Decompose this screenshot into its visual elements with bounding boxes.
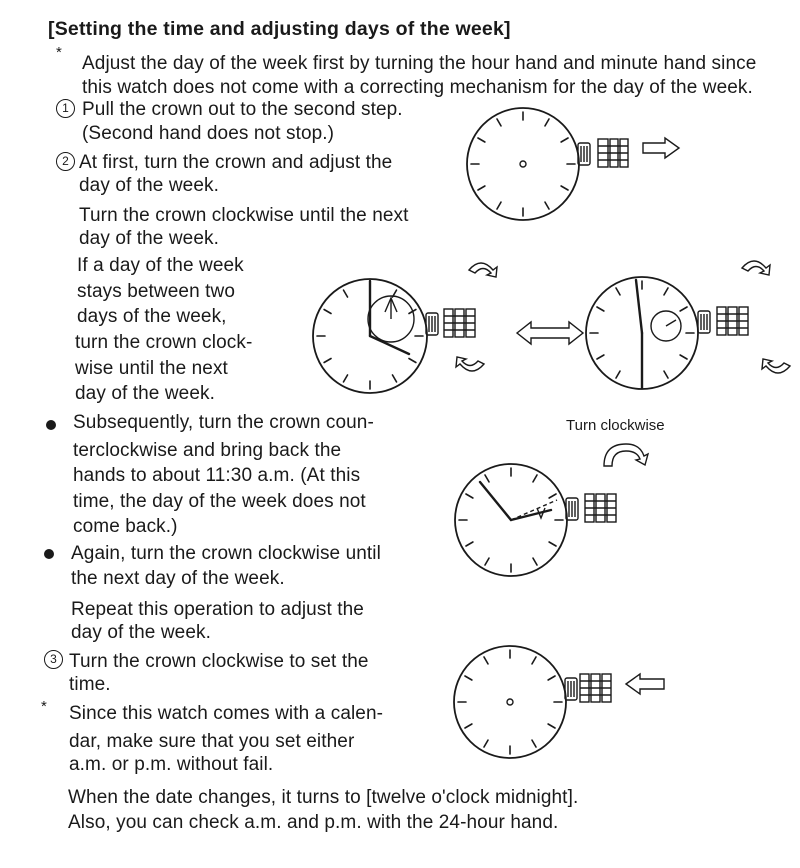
rotate-clockwise-icon [469, 263, 497, 277]
hour-tick [548, 724, 555, 728]
watch-day-adjust-right-illustration [584, 270, 800, 420]
hour-tick [549, 494, 556, 498]
watch-day-adjust-left-illustration [309, 270, 539, 420]
step-2-line-4: day of the week. [79, 228, 219, 249]
hour-tick [532, 740, 536, 747]
note-line-1: Since this watch comes with a calen- [69, 703, 384, 724]
hour-tick [324, 359, 331, 363]
bullet-1 [46, 420, 56, 430]
rotate-clockwise-icon [762, 359, 790, 373]
hour-tick [485, 475, 489, 482]
intro-line-1: Adjust the day of the week first by turning the hour hand and minute hand since [82, 53, 757, 74]
bullet-1-line-1: Subsequently, turn the crown coun- [73, 412, 374, 433]
step-2-line-7: days of the week, [77, 306, 227, 327]
step-2-line-8: turn the crown clock- [75, 332, 253, 353]
hour-tick [497, 202, 501, 209]
note-line-5: Also, you can check a.m. and p.m. with the 24-hour hand. [68, 812, 559, 833]
step-2-marker: 2 [56, 152, 75, 171]
note-line-3: a.m. or p.m. without fail. [69, 754, 274, 775]
turn-clockwise-caption: Turn clockwise [566, 417, 665, 434]
hour-tick [545, 119, 549, 126]
step-3-marker: 3 [44, 650, 63, 669]
bullet-2-line-2: the next day of the week. [71, 568, 285, 589]
hour-tick [466, 542, 473, 546]
hour-tick [497, 119, 501, 126]
rotate-clockwise-icon [456, 357, 484, 371]
hour-tick [484, 740, 488, 747]
step-2-line-3: Turn the crown clockwise until the next [79, 205, 409, 226]
hour-tick [533, 558, 537, 565]
step-2-line-5: If a day of the week [77, 255, 244, 276]
hour-tick [549, 542, 556, 546]
hour-tick [680, 307, 687, 311]
note-line-4: When the date changes, it turns to [twelve o'clock midnight]. [68, 787, 579, 808]
hour-tick [548, 676, 555, 680]
hour-tick [545, 202, 549, 209]
watch-1130-illustration [453, 462, 653, 582]
hour-tick [484, 657, 488, 664]
bullet-2 [44, 549, 54, 559]
intro-line-2: this watch does not come with a correcting mechanism for the day of the week. [82, 77, 753, 98]
asterisk-marker-2: * [41, 698, 47, 715]
step-2-line-6: stays between two [77, 281, 236, 302]
hour-tick [664, 371, 668, 378]
hour-tick [532, 657, 536, 664]
hour-tick [533, 475, 537, 482]
bullet-2-line-1: Again, turn the crown clockwise until [71, 543, 381, 564]
crown-icon [426, 309, 475, 337]
rotate-clockwise-icon [742, 261, 770, 275]
step-2-line-9: wise until the next [75, 358, 228, 379]
hour-tick [561, 138, 568, 142]
crown-icon [578, 139, 628, 167]
note-line-2: dar, make sure that you set either [69, 731, 355, 752]
crown-icon [566, 494, 616, 522]
hour-tick [465, 724, 472, 728]
step-1-line-1: Pull the crown out to the second step. [82, 99, 403, 120]
hour-tick [664, 288, 668, 295]
hour-tick [680, 355, 687, 359]
hour-tick [485, 558, 489, 565]
crown-icon [698, 307, 748, 335]
bullet-2-line-3: Repeat this operation to adjust the [71, 599, 364, 620]
bullet-2-line-4: day of the week. [71, 622, 211, 643]
step-3-line-2: time. [69, 674, 111, 695]
step-2-line-2: day of the week. [79, 175, 219, 196]
bullet-1-line-2: terclockwise and bring back the [73, 440, 342, 461]
hour-tick [597, 307, 604, 311]
double-arrow-icon [515, 318, 585, 348]
hour-tick [616, 371, 620, 378]
step-2-line-10: day of the week. [75, 383, 215, 404]
watch-crown-pulled-illustration [465, 106, 695, 226]
hour-tick [561, 186, 568, 190]
step-1-marker: 1 [56, 99, 75, 118]
page-title: [Setting the time and adjusting days of the week] [48, 18, 511, 40]
hour-tick [466, 494, 473, 498]
hour-tick [344, 375, 348, 382]
hour-tick [409, 359, 416, 363]
bullet-1-line-5: come back.) [73, 516, 178, 537]
hour-tick [324, 310, 331, 314]
pull-out-arrow-icon [643, 138, 679, 158]
hour-tick [597, 355, 604, 359]
bullet-1-line-4: time, the day of the week does not [73, 491, 366, 512]
hour-tick [478, 138, 485, 142]
hour-tick [344, 290, 348, 297]
hour-tick [393, 375, 397, 382]
bullet-1-line-3: hands to about 11:30 a.m. (At this [73, 465, 361, 486]
step-2-line-1: At first, turn the crown and adjust the [79, 152, 393, 173]
hour-tick [616, 288, 620, 295]
step-3-line-1: Turn the crown clockwise to set the [69, 651, 369, 672]
watch-crown-pushed-illustration [452, 644, 682, 764]
crown-icon [565, 674, 611, 702]
step-1-line-2: (Second hand does not stop.) [82, 123, 335, 144]
asterisk-marker: * [56, 44, 62, 61]
push-in-arrow-icon [626, 674, 664, 694]
hour-tick [465, 676, 472, 680]
hour-tick [478, 186, 485, 190]
